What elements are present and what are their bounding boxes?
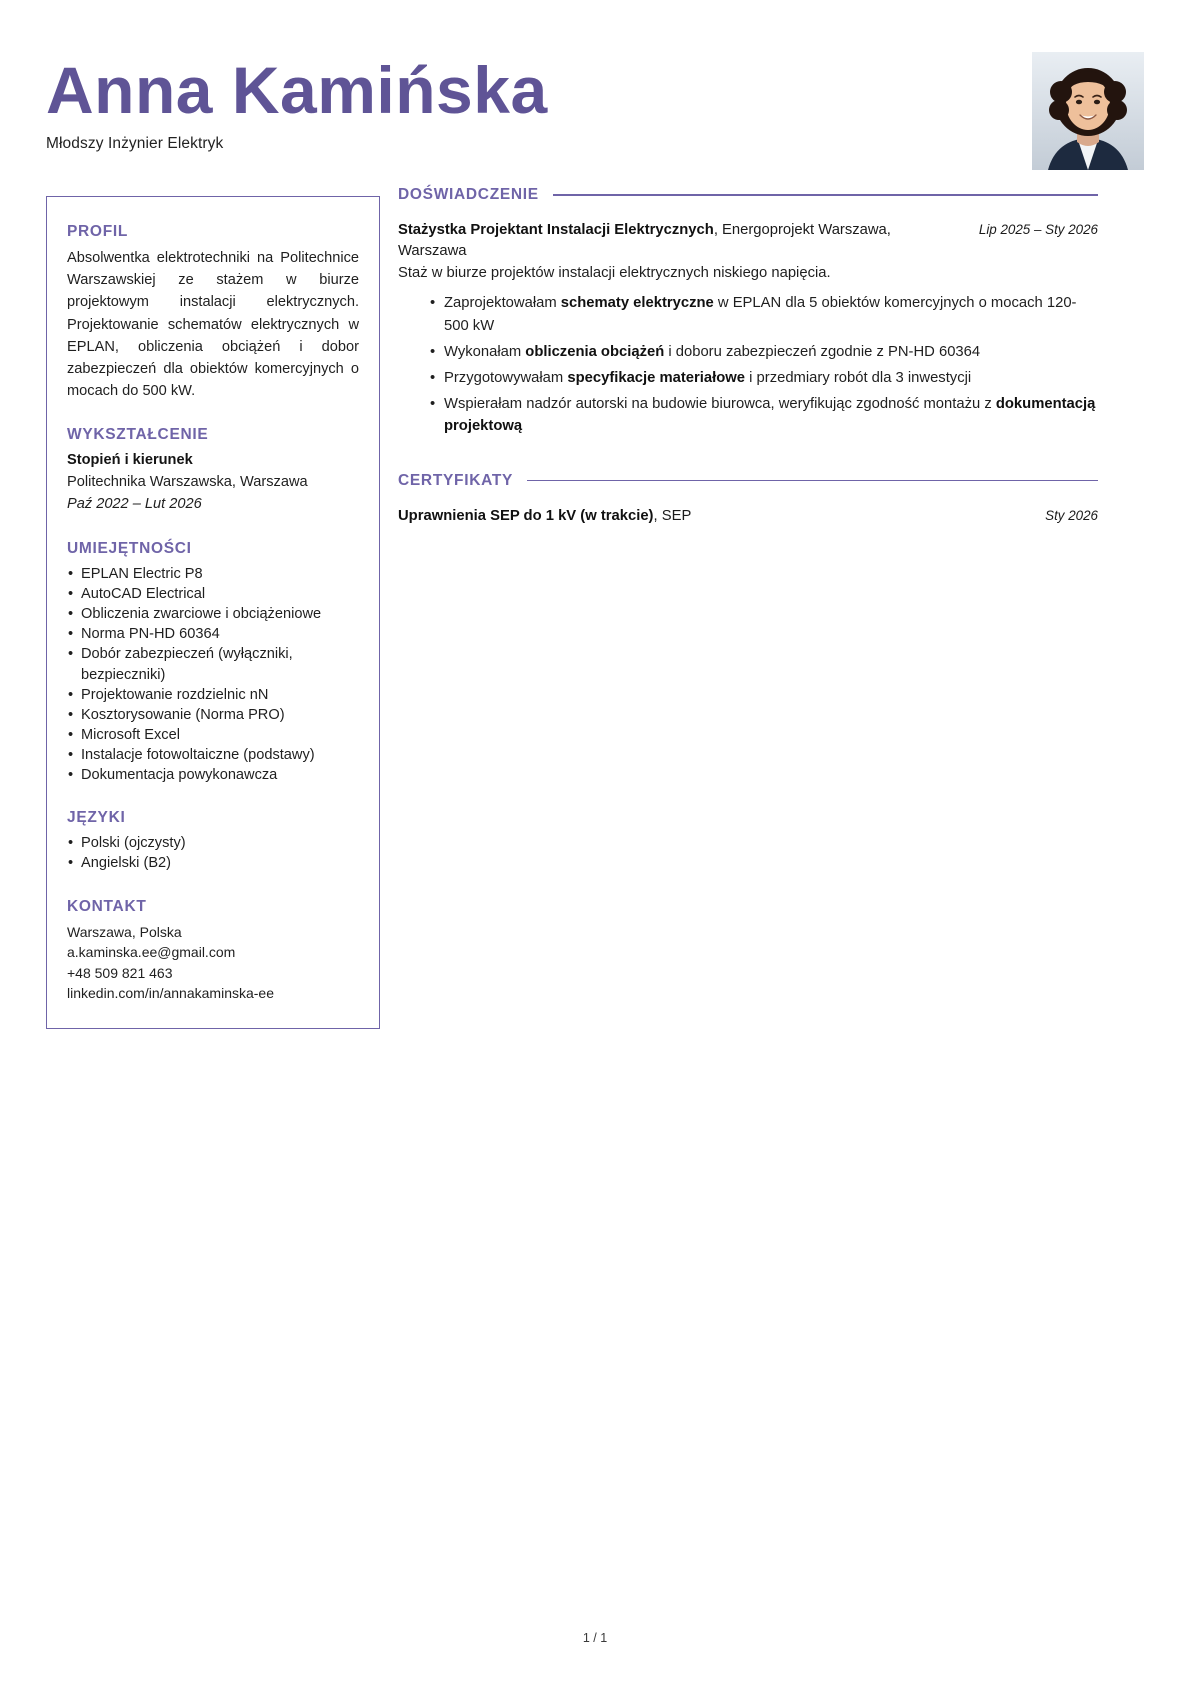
experience-bullet <box>430 341 1098 363</box>
profile-photo <box>1032 52 1144 170</box>
contact-phone[interactable]: +48 509 821 463 <box>67 964 173 981</box>
experience-entry-header <box>398 220 1098 262</box>
list-item: • Angielski (B2) <box>67 853 359 873</box>
sidebar <box>46 196 380 1029</box>
sidebar-section-languages <box>67 809 359 873</box>
bullet-text-bold: specyfikacje materiałowe <box>567 370 746 387</box>
experience-role: Stażystka Projektant Instalacji Elektrycznych <box>398 222 714 238</box>
certificate-entry-header <box>398 506 1098 527</box>
certificates-section-header <box>398 472 1098 490</box>
education-dates: Paź 2022 – Lut 2026 <box>67 495 202 512</box>
list-item: • Microsoft Excel <box>67 725 359 745</box>
experience-bullet <box>430 367 1098 389</box>
certificates-section <box>398 472 1098 527</box>
profile-text: Absolwentka elektrotechniki na Politechnice Warszawskiej ze stażem w biurze projektowym instalacji elektrycznych. Projektowanie schematów elektrycznych w EPLAN, obliczenia obciążeń i dobor zabezpieczeń dla obiektów komercyjnych o mocach do 500 kW. <box>67 250 359 400</box>
section-divider <box>527 480 1098 482</box>
bullet-text-bold: dokumentacją projektową <box>444 396 1096 435</box>
contact-email[interactable]: a.kaminska.ee@gmail.com <box>67 944 236 961</box>
experience-date: Lip 2025 – Sty 2026 <box>978 222 1098 237</box>
section-divider <box>553 194 1098 196</box>
certificate-entry-title <box>398 506 918 527</box>
experience-summary: Staż w biurze projektów instalacji elektrycznych niskiego napięcia. <box>398 265 831 281</box>
bullet-text-bold: schematy elektryczne <box>560 295 714 312</box>
bullet-text-pre: Wykonałam <box>444 343 526 360</box>
contact-heading: KONTAKT <box>67 897 147 915</box>
bullet-text-pre: Zaprojektowałam <box>444 295 561 312</box>
bullet-text-pre: Przygotowywałam <box>444 370 568 387</box>
education-school: Politechnika Warszawska, Warszawa <box>67 474 308 491</box>
list-item: • Polski (ojczysty) <box>67 833 359 853</box>
certificate-entry <box>398 506 1098 527</box>
sidebar-section-profile <box>67 223 359 402</box>
education-degree: Stopień i kierunek <box>67 452 193 469</box>
certificate-issuer: , SEP <box>653 507 692 524</box>
list-item: • Instalacje fotowoltaiczne (podstawy) <box>67 745 359 765</box>
bullet-text-pre: Wspierałam nadzór autorski na budowie biurowca, weryfikując zgodność montażu z <box>444 396 996 413</box>
experience-section <box>398 186 1098 438</box>
certificate-title: Uprawnienia SEP do 1 kV (w trakcie) <box>398 507 654 524</box>
bullet-text-post: i przedmiary robót dla 3 inwestycji <box>745 370 972 387</box>
candidate-job-title: Młodszy Inżynier Elektryk <box>46 135 224 153</box>
languages-list <box>67 833 359 873</box>
experience-company: , Energoprojekt Warszawa, Warszawa <box>398 222 891 259</box>
experience-bullet <box>430 393 1098 437</box>
skills-heading: UMIEJĘTNOŚCI <box>67 539 192 557</box>
certificates-heading: CERTYFIKATY <box>398 471 514 489</box>
certificate-date: Sty 2026 <box>1045 507 1098 523</box>
main-column <box>398 186 1098 533</box>
experience-entry-title <box>398 220 918 262</box>
header <box>46 53 946 153</box>
experience-bullet <box>430 292 1098 336</box>
candidate-name: Anna Kamińska <box>46 53 548 127</box>
experience-bullets <box>398 292 1098 437</box>
experience-heading: DOŚWIADCZENIE <box>398 186 539 203</box>
list-item: • Projektowanie rozdzielnic nN <box>67 685 359 705</box>
contact-location: Warszawa, Polska <box>67 923 182 940</box>
languages-heading: JĘZYKI <box>67 809 126 827</box>
bullet-text-post: w EPLAN dla 5 obiektów komercyjnych o mocach 120-500 kW <box>444 295 1077 334</box>
skills-list <box>67 564 359 785</box>
list-item: • Obliczenia zwarciowe i obciążeniowe <box>67 604 359 624</box>
sidebar-section-education <box>67 426 359 516</box>
list-item: • Dobór zabezpieczeń (wyłączniki, bezpieczniki) <box>67 644 359 684</box>
list-item: • AutoCAD Electrical <box>67 584 359 604</box>
sidebar-section-skills <box>67 540 359 785</box>
page-footer: 1 / 1 <box>582 1631 608 1645</box>
contact-linkedin[interactable]: linkedin.com/in/annakaminska-ee <box>67 985 274 1002</box>
bullet-text-bold: obliczenia obciążeń <box>525 343 665 360</box>
bullet-text-post: i doboru zabezpieczeń zgodnie z PN-HD 60364 <box>664 343 981 360</box>
list-item: • Dokumentacja powykonawcza <box>67 765 359 785</box>
profile-heading: PROFIL <box>67 223 129 240</box>
education-heading: WYKSZTAŁCENIE <box>67 426 209 444</box>
experience-section-header <box>398 186 1098 204</box>
list-item: • Norma PN-HD 60364 <box>67 624 359 644</box>
list-item: • Kosztorysowanie (Norma PRO) <box>67 705 359 725</box>
sidebar-section-contact <box>67 898 359 1004</box>
list-item: • EPLAN Electric P8 <box>67 564 359 584</box>
experience-entry <box>398 220 1098 438</box>
